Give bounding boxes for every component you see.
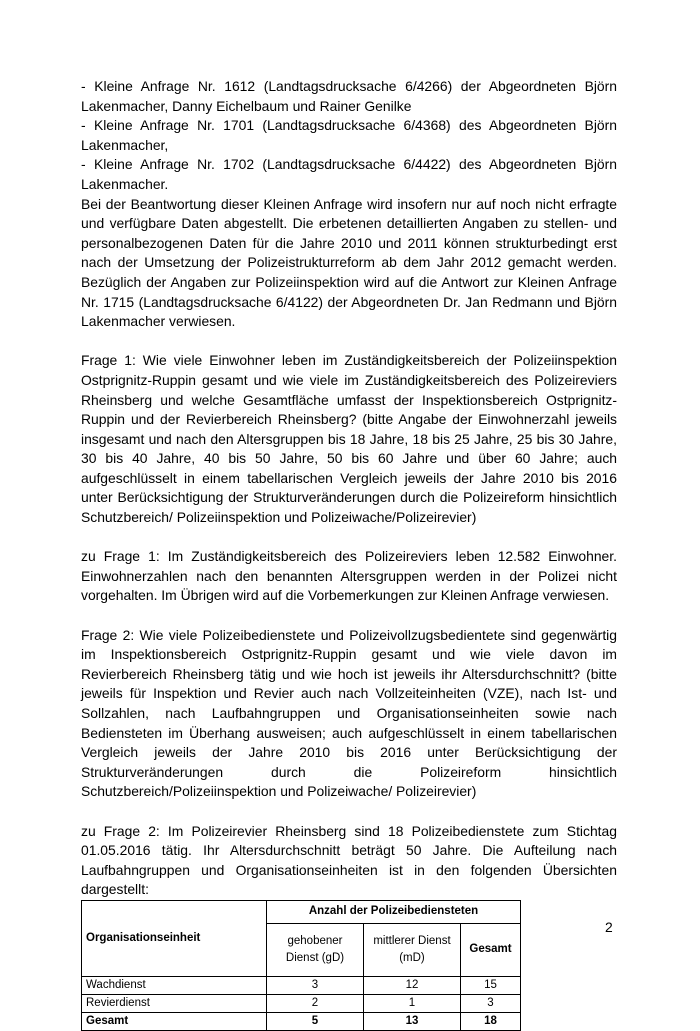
page-number: 2 — [605, 919, 613, 935]
header-gesamt: Gesamt — [461, 923, 521, 976]
row-total: 3 — [461, 994, 521, 1012]
header-organisationseinheit: Organisationseinheit — [82, 900, 267, 976]
row-total: 18 — [461, 1012, 521, 1030]
paragraph-anfrage-1702: - Kleine Anfrage Nr. 1702 (Landtagsdrucksache 6/4422) des Abgeordneten Björn Lakenmacher. — [81, 156, 617, 192]
personnel-table — [81, 900, 521, 1031]
table-row — [82, 976, 521, 994]
table-row-total — [82, 1012, 521, 1030]
paragraph-vorbemerkung: Bei der Beantwortung dieser Kleinen Anfrage wird insofern nur auf noch nicht erfragte und verfügbare Daten abgestellt. Die erbetenen detaillierten Angaben zu stellen- und personalbezogenen Daten für die Jahre 2010 und 2011 können strukturbedingt erst nach der Umsetzung der Polizeistrukturreform ab dem Jahr 2012 gemacht werden. Bezüglich der Angaben zur Polizeiinspektion wird auf die Antwort zur Kleinen Anfrage Nr. 1715 (Landtagsdrucksache 6/4122) der Abgeordneten Dr. Jan Redmann und Björn Lakenmacher verwiesen. — [81, 195, 617, 330]
row-md: 13 — [364, 1012, 461, 1030]
header-mittlerer-dienst: mittlerer Dienst (mD) — [364, 923, 461, 976]
table-row — [82, 994, 521, 1012]
paragraph-anfrage-1701: - Kleine Anfrage Nr. 1701 (Landtagsdrucksache 6/4368) des Abgeordneten Björn Lakenmacher, — [81, 117, 617, 153]
row-name: Wachdienst — [82, 976, 267, 994]
row-gd: 5 — [267, 1012, 364, 1030]
paragraph-antwort-2: zu Frage 2: Im Polizeirevier Rheinsberg sind 18 Polizeibedienstete zum Stichtag 01.05.2016 tätig. Ihr Altersdurchschnitt beträgt 50 Jahre. Die Aufteilung nach Laufbahngruppen und Organisationseinheiten ist in den folgenden Übersichten dargestellt: — [81, 822, 617, 898]
paragraph-antwort-1: zu Frage 1: Im Zuständigkeitsbereich des Polizeireviers leben 12.582 Einwohner. Einwohnerzahlen nach den benannten Altersgruppen werden in der Polizei nicht vorgehalten. Im Übrigen wird auf die Vorbemerkungen zur Kleinen Anfrage verwiesen. — [81, 548, 617, 604]
header-gehobener-dienst: gehobener Dienst (gD) — [267, 923, 364, 976]
paragraph-frage-1: Frage 1: Wie viele Einwohner leben im Zuständigkeitsbereich der Polizeiinspektion Ostprignitz-Ruppin gesamt und wie viele im Zuständigkeitsbereich des Polizeireviers Rheinsberg und welche Gesamtfläche umfasst der Inspektionsbereich Ostprignitz-Ruppin und der Revierbereich Rheinsberg? (bitte Angabe der Einwohnerzahl jeweils insgesamt und nach den Altersgruppen bis 18 Jahre, 18 bis 25 Jahre, 25 bis 30 Jahre, 30 bis 40 Jahre, 40 bis 50 Jahre, 50 bis 60 Jahre und über 60 Jahre; auch aufgeschlüsselt in einem tabellarischen Vergleich jeweils der Jahre 2010 bis 2016 unter Berücksichtigung der Strukturveränderungen durch die Polizeireform hinsichtlich Schutzbereich/ Polizeiinspektion und Polizeiwache/Polizeirevier) — [81, 352, 617, 526]
paragraph-frage-2: Frage 2: Wie viele Polizeibedienstete und Polizeivollzugsbedientete sind gegenwärtig im Inspektionsbereich Ostprignitz-Ruppin gesamt und wie viele davon im Revierbereich Rheinsberg tätig und wie hoch ist jeweils ihr Altersdurchschnitt? (bitte jeweils für Inspektion und Revier auch nach Vollzeiteinheiten (VZE), nach Ist- und Sollzahlen, nach Laufbahngruppen und Organisationseinheiten sowie nach Bediensteten im Überhang ausweisen; auch aufgeschlüsselt in einem tabellarischen Vergleich jeweils der Jahre 2010 bis 2016 unter Berücksichtigung der Strukturveränderungen durch die Polizeireform hinsichtlich Schutzbereich/Polizeiinspektion und Polizeiwache/ Polizeirevier) — [81, 626, 617, 800]
row-md: 1 — [364, 994, 461, 1012]
document-body — [81, 77, 617, 1031]
header-anzahl: Anzahl der Polizeibediensteten — [267, 900, 521, 923]
row-gd: 3 — [267, 976, 364, 994]
row-name: Revierdienst — [82, 994, 267, 1012]
row-md: 12 — [364, 976, 461, 994]
row-total: 15 — [461, 976, 521, 994]
paragraph-anfrage-1612: - Kleine Anfrage Nr. 1612 (Landtagsdrucksache 6/4266) der Abgeordneten Björn Lakenmacher, Danny Eichelbaum und Rainer Genilke — [81, 78, 617, 114]
row-name: Gesamt — [82, 1012, 267, 1030]
row-gd: 2 — [267, 994, 364, 1012]
